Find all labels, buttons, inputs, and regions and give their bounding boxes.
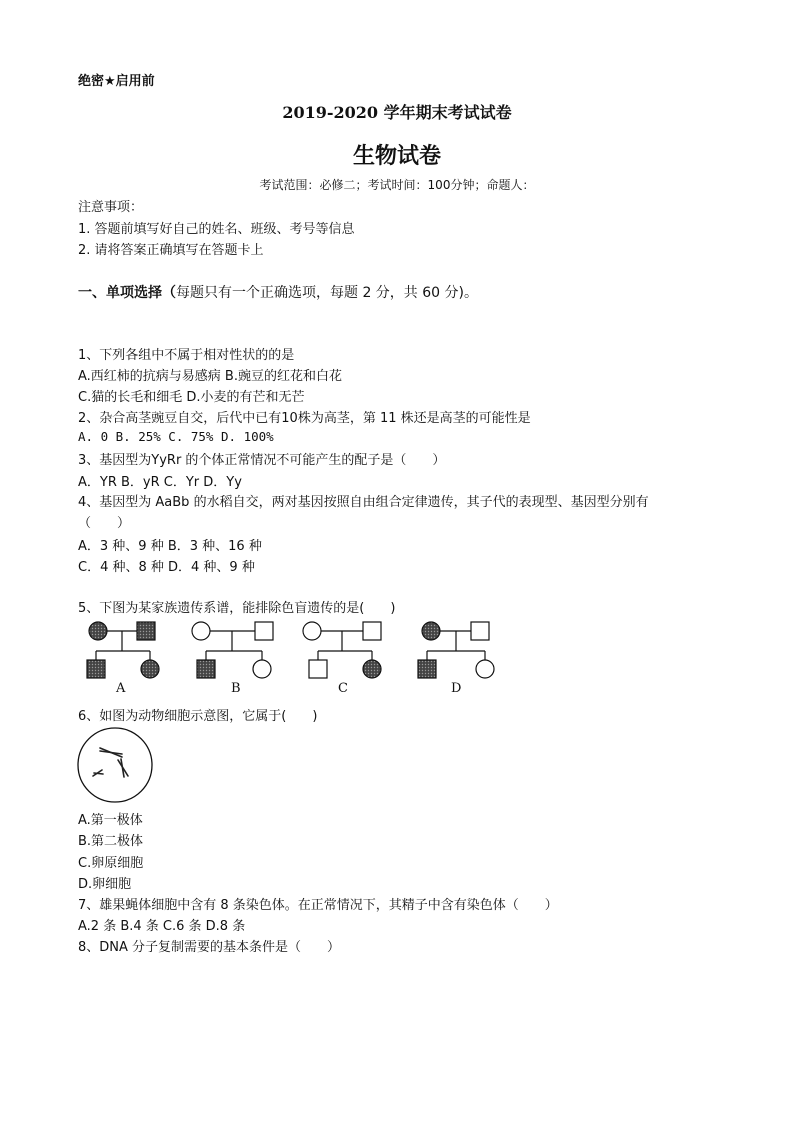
pedigree-c <box>303 622 381 678</box>
section-desc: 每题只有一个正确选项，每题 2 分，共 60 分)。 <box>176 285 478 301</box>
question-options: A．3 种、9 种 B．3 种、16 种 <box>78 539 262 554</box>
pedigree-figure <box>70 615 510 697</box>
pedigree-label-b: B <box>231 681 241 696</box>
option-item: B.第二极体 <box>78 834 144 849</box>
exam-info: 考试范围：必修二；考试时间：100分钟；命题人： <box>259 178 535 192</box>
question-stem: 4、基因型为 AaBb 的水稻自交，两对基因按照自由组合定律遗传，其子代的表现型、基因型分别有 <box>78 495 649 510</box>
question-paren: （ ） <box>78 516 131 531</box>
question-stem: 8、DNA 分子复制需要的基本条件是（ ） <box>78 940 341 955</box>
pedigree-label-a: A <box>116 681 126 696</box>
section-heading <box>78 282 478 302</box>
question-options: A.2 条 B.4 条 C.6 条 D.8 条 <box>78 919 246 934</box>
option-item: D.卵细胞 <box>78 877 132 892</box>
option-item: C.卵原细胞 <box>78 856 144 871</box>
question-stem: 5、下图为某家族遗传系谱，能排除色盲遗传的是( ) <box>78 601 396 616</box>
question-options: A. 0 B. 25% C. 75% D. 100% <box>78 429 274 444</box>
pedigree-label-d: D <box>451 681 462 696</box>
exam-title: 2019-2020 学年期末考试试卷 <box>282 103 512 122</box>
cell-diagram <box>76 726 154 804</box>
question-stem: 2、杂合高茎豌豆自交，后代中已有10株为高茎，第 11 株还是高茎的可能性是 <box>78 411 531 426</box>
pedigree-d <box>418 622 494 678</box>
question-options: A.西红柿的抗病与易感病 B.豌豆的红花和白花 <box>78 369 342 384</box>
question-stem: 6、如图为动物细胞示意图，它属于( ) <box>78 709 318 724</box>
subject-title: 生物试卷 <box>352 143 441 169</box>
note-item: 2. 请将答案正确填写在答题卡上 <box>78 243 264 258</box>
note-item: 1. 答题前填写好自己的姓名、班级、考号等信息 <box>78 222 355 237</box>
secret-label: 绝密★启用前 <box>78 74 155 89</box>
section-title: 一、单项选择（ <box>78 285 176 301</box>
question-options: A．YR B．yR C．Yr D．Yy <box>78 475 242 490</box>
question-stem: 7、雄果蝇体细胞中含有 8 条染色体。在正常情况下，其精子中含有染色体（ ） <box>78 898 558 913</box>
question-options: C．4 种、8 种 D．4 种、9 种 <box>78 560 255 575</box>
pedigree-a <box>87 622 159 678</box>
pedigree-label-c: C <box>338 681 348 696</box>
question-stem: 1、下列各组中不属于相对性状的的是 <box>78 348 295 363</box>
pedigree-b <box>192 622 273 678</box>
question-stem: 3、基因型为YyRr 的个体正常情况不可能产生的配子是（ ） <box>78 453 446 468</box>
option-item: A.第一极体 <box>78 813 143 828</box>
question-options: C.猫的长毛和细毛 D.小麦的有芒和无芒 <box>78 390 305 405</box>
notes-heading: 注意事项： <box>78 200 144 215</box>
